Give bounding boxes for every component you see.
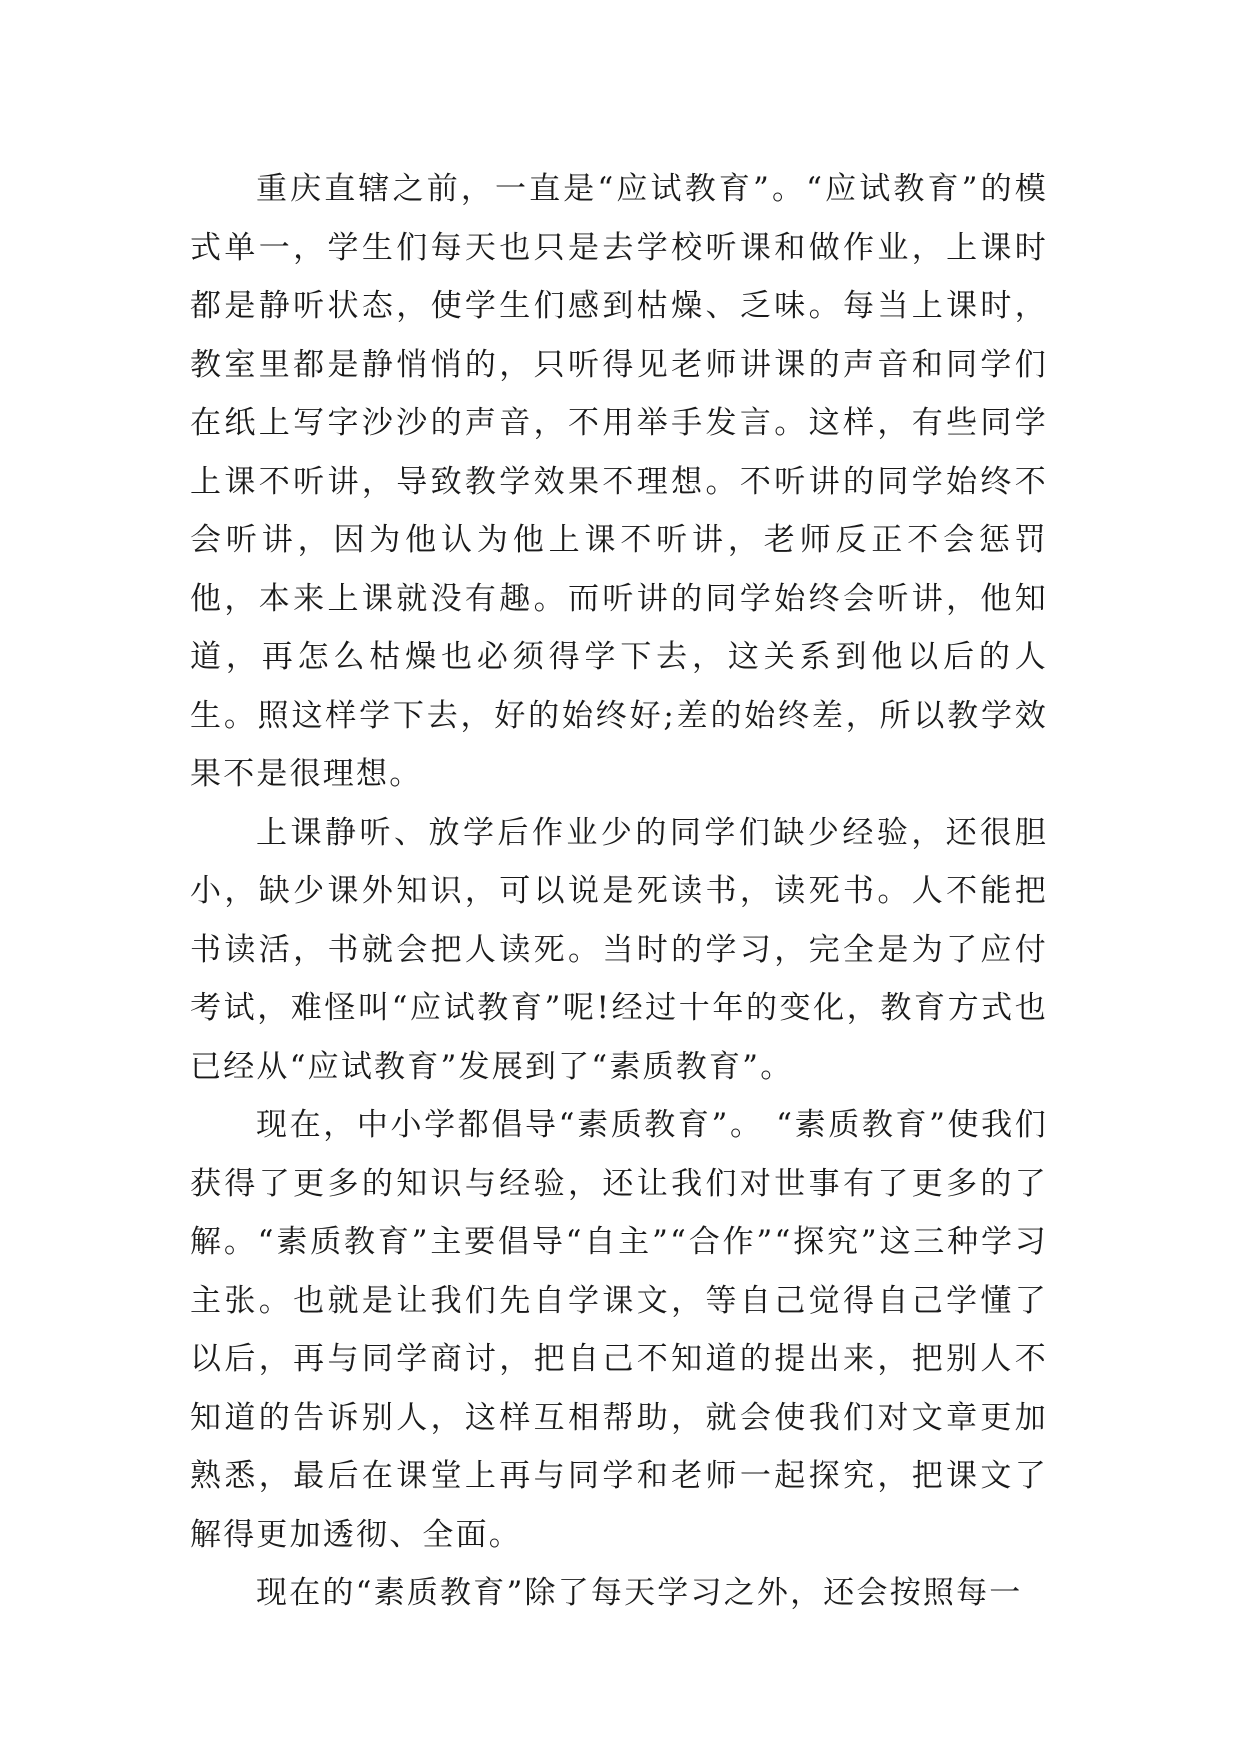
document-body xyxy=(190,160,1048,1623)
paragraph-3: 现在，中小学都倡导“素质教育”。 “素质教育”使我们获得了更多的知识与经验，还让我们对世事有了更多的了解。“素质教育”主要倡导“自主”“合作”“探究”这三种学习主张。也就是让我们先自学课文，等自己觉得自己学懂了以后，再与同学商讨，把自己不知道的提出来，把别人不知道的告诉别人，这样互相帮助，就会使我们对文章更加熟悉，最后在课堂上再与同学和老师一起探究，把课文了解得更加透彻、全面。 xyxy=(190,1107,1048,1553)
paragraph-1: 重庆直辖之前，一直是“应试教育”。“应试教育”的模式单一，学生们每天也只是去学校听课和做作业，上课时都是静听状态，使学生们感到枯燥、乏味。每当上课时，教室里都是静悄悄的，只听得见老师讲课的声音和同学们在纸上写字沙沙的声音，不用举手发言。这样，有些同学上课不听讲，导致教学效果不理想。不听讲的同学始终不会听讲，因为他认为他上课不听讲，老师反正不会惩罚他，本来上课就没有趣。而听讲的同学始终会听讲，他知道，再怎么枯燥也必须得学下去，这关系到他以后的人生。照这样学下去，好的始终好;差的始终差，所以教学效果不是很理想。 xyxy=(190,171,1048,792)
paragraph-2: 上课静听、放学后作业少的同学们缺少经验，还很胆小，缺少课外知识，可以说是死读书，读死书。人不能把书读活，书就会把人读死。当时的学习，完全是为了应付考试，难怪叫“应试教育”呢!经过十年的变化，教育方式也已经从“应试教育”发展到了“素质教育”。 xyxy=(190,814,1048,1085)
paragraph-4: 现在的“素质教育”除了每天学习之外，还会按照每一 xyxy=(256,1575,1023,1611)
